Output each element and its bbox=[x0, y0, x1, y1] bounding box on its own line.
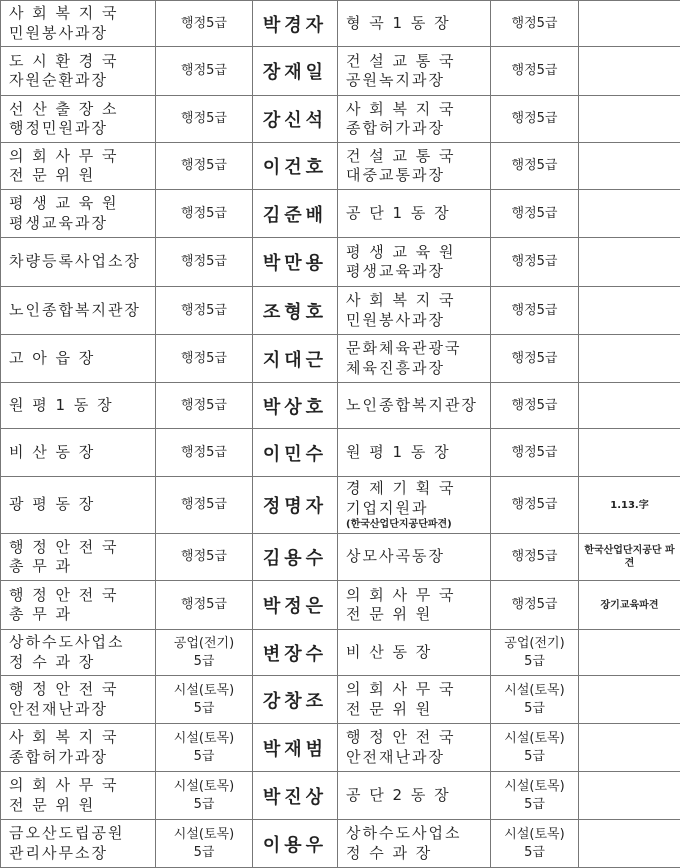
new-position-line: 비 산 동 장 bbox=[346, 643, 486, 663]
previous-rank bbox=[156, 190, 253, 238]
new-position-line: 기업지원과 bbox=[346, 499, 486, 519]
person-name: 박재범 bbox=[253, 724, 338, 772]
new-position-line: 민원봉사과장 bbox=[346, 311, 486, 331]
previous-position-line: 종합허가과장 bbox=[9, 748, 151, 768]
previous-rank-line: 시설(토목) bbox=[160, 826, 248, 844]
previous-rank bbox=[156, 238, 253, 287]
new-position-line: 의 회 사 무 국 bbox=[346, 586, 486, 606]
table-row bbox=[1, 630, 680, 676]
previous-position bbox=[1, 630, 156, 676]
table-row bbox=[1, 335, 680, 383]
new-rank bbox=[491, 287, 579, 335]
table-row bbox=[1, 676, 680, 724]
previous-position-line: 사 회 복 지 국 bbox=[9, 728, 151, 748]
person-name: 이건호 bbox=[253, 143, 338, 190]
new-rank-line: 행정5급 bbox=[495, 397, 574, 415]
previous-position bbox=[1, 581, 156, 630]
new-rank-line: 5급 bbox=[495, 796, 574, 814]
table-row bbox=[1, 820, 680, 868]
new-rank-line: 행정5급 bbox=[495, 444, 574, 462]
person-name: 이민수 bbox=[253, 429, 338, 477]
person-name: 지대근 bbox=[253, 335, 338, 383]
previous-position-line: 고 아 읍 장 bbox=[9, 349, 151, 369]
new-position bbox=[338, 96, 491, 143]
new-position-line: 공 단 1 동 장 bbox=[346, 204, 486, 224]
new-position bbox=[338, 190, 491, 238]
new-rank-line: 5급 bbox=[495, 844, 574, 862]
personnel-table-body bbox=[1, 1, 680, 868]
new-position-line: 사 회 복 지 국 bbox=[346, 100, 486, 120]
previous-position-line: 사 회 복 지 국 bbox=[9, 4, 151, 24]
previous-rank bbox=[156, 534, 253, 581]
previous-position bbox=[1, 190, 156, 238]
new-rank bbox=[491, 534, 579, 581]
previous-position-line: 정 수 과 장 bbox=[9, 653, 151, 673]
previous-rank bbox=[156, 335, 253, 383]
new-rank-line: 시설(토목) bbox=[495, 682, 574, 700]
previous-position-line: 평 생 교 육 원 bbox=[9, 194, 151, 214]
new-position-line: 공원녹지과장 bbox=[346, 71, 486, 91]
new-position-line: 평 생 교 육 원 bbox=[346, 243, 486, 263]
previous-position-line: 관리사무소장 bbox=[9, 844, 151, 864]
new-position bbox=[338, 287, 491, 335]
new-position-line: 상모사곡동장 bbox=[346, 547, 486, 567]
table-row bbox=[1, 429, 680, 477]
previous-position bbox=[1, 820, 156, 868]
new-rank-line: 5급 bbox=[495, 653, 574, 671]
new-rank-line: 행정5급 bbox=[495, 110, 574, 128]
previous-position-line: 평생교육과장 bbox=[9, 214, 151, 234]
new-position bbox=[338, 820, 491, 868]
table-row bbox=[1, 96, 680, 143]
previous-rank-line: 행정5급 bbox=[160, 444, 248, 462]
person-name: 김준배 bbox=[253, 190, 338, 238]
new-position bbox=[338, 477, 491, 534]
previous-rank bbox=[156, 287, 253, 335]
previous-position bbox=[1, 1, 156, 47]
remarks bbox=[579, 287, 680, 335]
previous-rank-line: 행정5급 bbox=[160, 62, 248, 80]
previous-position bbox=[1, 143, 156, 190]
previous-position bbox=[1, 772, 156, 820]
new-rank-line: 행정5급 bbox=[495, 157, 574, 175]
previous-rank bbox=[156, 383, 253, 429]
new-position-line: 정 수 과 장 bbox=[346, 844, 486, 864]
new-rank bbox=[491, 47, 579, 96]
new-position-line: 대중교통과장 bbox=[346, 166, 486, 186]
previous-position bbox=[1, 96, 156, 143]
new-position bbox=[338, 1, 491, 47]
person-name: 강신석 bbox=[253, 96, 338, 143]
previous-rank-line: 5급 bbox=[160, 844, 248, 862]
new-rank bbox=[491, 190, 579, 238]
remarks bbox=[579, 335, 680, 383]
previous-rank-line: 5급 bbox=[160, 700, 248, 718]
new-position bbox=[338, 772, 491, 820]
previous-position-line: 전 문 위 원 bbox=[9, 166, 151, 186]
previous-position-line: 행정민원과장 bbox=[9, 119, 151, 139]
new-rank bbox=[491, 96, 579, 143]
new-rank-line: 시설(토목) bbox=[495, 826, 574, 844]
new-position-line: 종합허가과장 bbox=[346, 119, 486, 139]
remarks bbox=[579, 820, 680, 868]
previous-position bbox=[1, 724, 156, 772]
person-name: 이용우 bbox=[253, 820, 338, 868]
new-position bbox=[338, 676, 491, 724]
new-rank bbox=[491, 335, 579, 383]
previous-rank-line: 시설(토목) bbox=[160, 778, 248, 796]
new-rank-line: 행정5급 bbox=[495, 596, 574, 614]
previous-rank-line: 행정5급 bbox=[160, 496, 248, 514]
new-position-line: 상하수도사업소 bbox=[346, 824, 486, 844]
previous-position-line: 행 정 안 전 국 bbox=[9, 538, 151, 558]
previous-position-line: 비 산 동 장 bbox=[9, 443, 151, 463]
previous-rank bbox=[156, 630, 253, 676]
remarks bbox=[579, 630, 680, 676]
previous-position-line: 노인종합복지관장 bbox=[9, 301, 151, 321]
previous-position-line: 원 평 1 동 장 bbox=[9, 396, 151, 416]
previous-rank-line: 공업(전기) bbox=[160, 635, 248, 653]
new-rank-line: 행정5급 bbox=[495, 302, 574, 320]
remarks bbox=[579, 429, 680, 477]
new-position-line: 문화체육관광국 bbox=[346, 339, 486, 359]
previous-rank bbox=[156, 47, 253, 96]
previous-position bbox=[1, 287, 156, 335]
remarks bbox=[579, 383, 680, 429]
table-row bbox=[1, 47, 680, 96]
previous-position-line: 차량등록사업소장 bbox=[9, 252, 151, 272]
new-rank bbox=[491, 772, 579, 820]
previous-position bbox=[1, 477, 156, 534]
table-row bbox=[1, 724, 680, 772]
table-row bbox=[1, 383, 680, 429]
new-rank bbox=[491, 477, 579, 534]
new-position-line: 노인종합복지관장 bbox=[346, 396, 486, 416]
previous-rank-line: 행정5급 bbox=[160, 596, 248, 614]
new-position-line: 사 회 복 지 국 bbox=[346, 291, 486, 311]
new-rank bbox=[491, 820, 579, 868]
new-position-line: 전 문 위 원 bbox=[346, 605, 486, 625]
table-row bbox=[1, 287, 680, 335]
person-name: 박상호 bbox=[253, 383, 338, 429]
new-position bbox=[338, 429, 491, 477]
previous-rank bbox=[156, 143, 253, 190]
new-position bbox=[338, 47, 491, 96]
table-row bbox=[1, 1, 680, 47]
previous-rank bbox=[156, 724, 253, 772]
previous-rank bbox=[156, 429, 253, 477]
new-position-line: 형 곡 1 동 장 bbox=[346, 14, 486, 34]
new-position-line: 전 문 위 원 bbox=[346, 700, 486, 720]
new-rank-line: 행정5급 bbox=[495, 15, 574, 33]
table-row bbox=[1, 143, 680, 190]
new-position bbox=[338, 335, 491, 383]
new-position-line: 행 정 안 전 국 bbox=[346, 728, 486, 748]
new-position bbox=[338, 581, 491, 630]
previous-position bbox=[1, 47, 156, 96]
previous-position-line: 민원봉사과장 bbox=[9, 24, 151, 44]
new-position bbox=[338, 238, 491, 287]
remarks bbox=[579, 238, 680, 287]
remarks bbox=[579, 1, 680, 47]
previous-rank bbox=[156, 1, 253, 47]
person-name: 변장수 bbox=[253, 630, 338, 676]
new-position-line: 평생교육과장 bbox=[346, 262, 486, 282]
previous-position-line: 총 무 과 bbox=[9, 605, 151, 625]
previous-position-line: 광 평 동 장 bbox=[9, 495, 151, 515]
new-rank bbox=[491, 1, 579, 47]
previous-position-line: 의 회 사 무 국 bbox=[9, 147, 151, 167]
new-position-line: 건 설 교 통 국 bbox=[346, 52, 486, 72]
remarks bbox=[579, 676, 680, 724]
previous-rank bbox=[156, 820, 253, 868]
previous-position-line: 자원순환과장 bbox=[9, 71, 151, 91]
previous-position bbox=[1, 534, 156, 581]
new-rank-line: 행정5급 bbox=[495, 62, 574, 80]
previous-position-line: 선 산 출 장 소 bbox=[9, 100, 151, 120]
table-row bbox=[1, 477, 680, 534]
previous-position-line: 의 회 사 무 국 bbox=[9, 776, 151, 796]
remarks bbox=[579, 190, 680, 238]
previous-rank-line: 행정5급 bbox=[160, 397, 248, 415]
new-rank-line: 행정5급 bbox=[495, 548, 574, 566]
remarks bbox=[579, 772, 680, 820]
previous-position-line: 총 무 과 bbox=[9, 557, 151, 577]
new-rank bbox=[491, 581, 579, 630]
remarks: 1.13.字 bbox=[579, 477, 680, 534]
previous-rank-line: 행정5급 bbox=[160, 110, 248, 128]
new-position bbox=[338, 630, 491, 676]
previous-position bbox=[1, 383, 156, 429]
new-position-subnote: (한국산업단지공단파견) bbox=[346, 518, 486, 531]
previous-position bbox=[1, 676, 156, 724]
new-rank-line: 공업(전기) bbox=[495, 635, 574, 653]
table-row bbox=[1, 190, 680, 238]
new-rank-line: 5급 bbox=[495, 748, 574, 766]
new-position-line: 원 평 1 동 장 bbox=[346, 443, 486, 463]
previous-rank-line: 시설(토목) bbox=[160, 682, 248, 700]
person-name: 정명자 bbox=[253, 477, 338, 534]
new-rank bbox=[491, 238, 579, 287]
remarks: 한국산업단지공단 파견 bbox=[579, 534, 680, 581]
new-rank-line: 시설(토목) bbox=[495, 730, 574, 748]
previous-rank bbox=[156, 772, 253, 820]
new-rank bbox=[491, 724, 579, 772]
person-name: 조형호 bbox=[253, 287, 338, 335]
new-position-line: 공 단 2 동 장 bbox=[346, 786, 486, 806]
previous-rank bbox=[156, 676, 253, 724]
previous-position-line: 행 정 안 전 국 bbox=[9, 586, 151, 606]
previous-rank-line: 행정5급 bbox=[160, 15, 248, 33]
new-rank-line: 행정5급 bbox=[495, 253, 574, 271]
new-rank-line: 행정5급 bbox=[495, 205, 574, 223]
table-row bbox=[1, 772, 680, 820]
new-rank bbox=[491, 143, 579, 190]
previous-position-line: 도 시 환 경 국 bbox=[9, 52, 151, 72]
remarks bbox=[579, 724, 680, 772]
remarks: 장기교육파견 bbox=[579, 581, 680, 630]
new-rank-line: 시설(토목) bbox=[495, 778, 574, 796]
new-position bbox=[338, 383, 491, 429]
previous-position bbox=[1, 429, 156, 477]
new-position-line: 안전재난과장 bbox=[346, 748, 486, 768]
new-position-line: 건 설 교 통 국 bbox=[346, 147, 486, 167]
remarks bbox=[579, 47, 680, 96]
person-name: 박정은 bbox=[253, 581, 338, 630]
previous-position-line: 금오산도립공원 bbox=[9, 824, 151, 844]
new-position bbox=[338, 724, 491, 772]
remarks bbox=[579, 96, 680, 143]
new-rank bbox=[491, 383, 579, 429]
remarks bbox=[579, 143, 680, 190]
previous-rank-line: 시설(토목) bbox=[160, 730, 248, 748]
new-rank bbox=[491, 630, 579, 676]
person-name: 박진상 bbox=[253, 772, 338, 820]
new-position-line: 의 회 사 무 국 bbox=[346, 680, 486, 700]
person-name: 김용수 bbox=[253, 534, 338, 581]
previous-rank-line: 행정5급 bbox=[160, 205, 248, 223]
table-row bbox=[1, 238, 680, 287]
previous-position bbox=[1, 335, 156, 383]
new-rank-line: 5급 bbox=[495, 700, 574, 718]
previous-position bbox=[1, 238, 156, 287]
person-name: 강창조 bbox=[253, 676, 338, 724]
person-name: 장재일 bbox=[253, 47, 338, 96]
new-position-line: 체육진흥과장 bbox=[346, 359, 486, 379]
previous-rank-line: 행정5급 bbox=[160, 350, 248, 368]
previous-position-line: 전 문 위 원 bbox=[9, 796, 151, 816]
previous-position-line: 상하수도사업소 bbox=[9, 633, 151, 653]
new-position-line: 경 제 기 획 국 bbox=[346, 479, 486, 499]
new-position bbox=[338, 143, 491, 190]
previous-rank bbox=[156, 581, 253, 630]
new-rank bbox=[491, 676, 579, 724]
previous-position-line: 행 정 안 전 국 bbox=[9, 680, 151, 700]
table-row bbox=[1, 534, 680, 581]
table-row bbox=[1, 581, 680, 630]
new-rank bbox=[491, 429, 579, 477]
previous-rank-line: 행정5급 bbox=[160, 302, 248, 320]
previous-rank-line: 행정5급 bbox=[160, 157, 248, 175]
new-position bbox=[338, 534, 491, 581]
person-name: 박경자 bbox=[253, 1, 338, 47]
previous-rank-line: 5급 bbox=[160, 653, 248, 671]
person-name: 박만용 bbox=[253, 238, 338, 287]
previous-rank-line: 5급 bbox=[160, 796, 248, 814]
previous-rank-line: 행정5급 bbox=[160, 253, 248, 271]
new-rank-line: 행정5급 bbox=[495, 350, 574, 368]
previous-position-line: 안전재난과장 bbox=[9, 700, 151, 720]
previous-rank bbox=[156, 477, 253, 534]
previous-rank-line: 행정5급 bbox=[160, 548, 248, 566]
previous-rank bbox=[156, 96, 253, 143]
previous-rank-line: 5급 bbox=[160, 748, 248, 766]
new-rank-line: 행정5급 bbox=[495, 496, 574, 514]
